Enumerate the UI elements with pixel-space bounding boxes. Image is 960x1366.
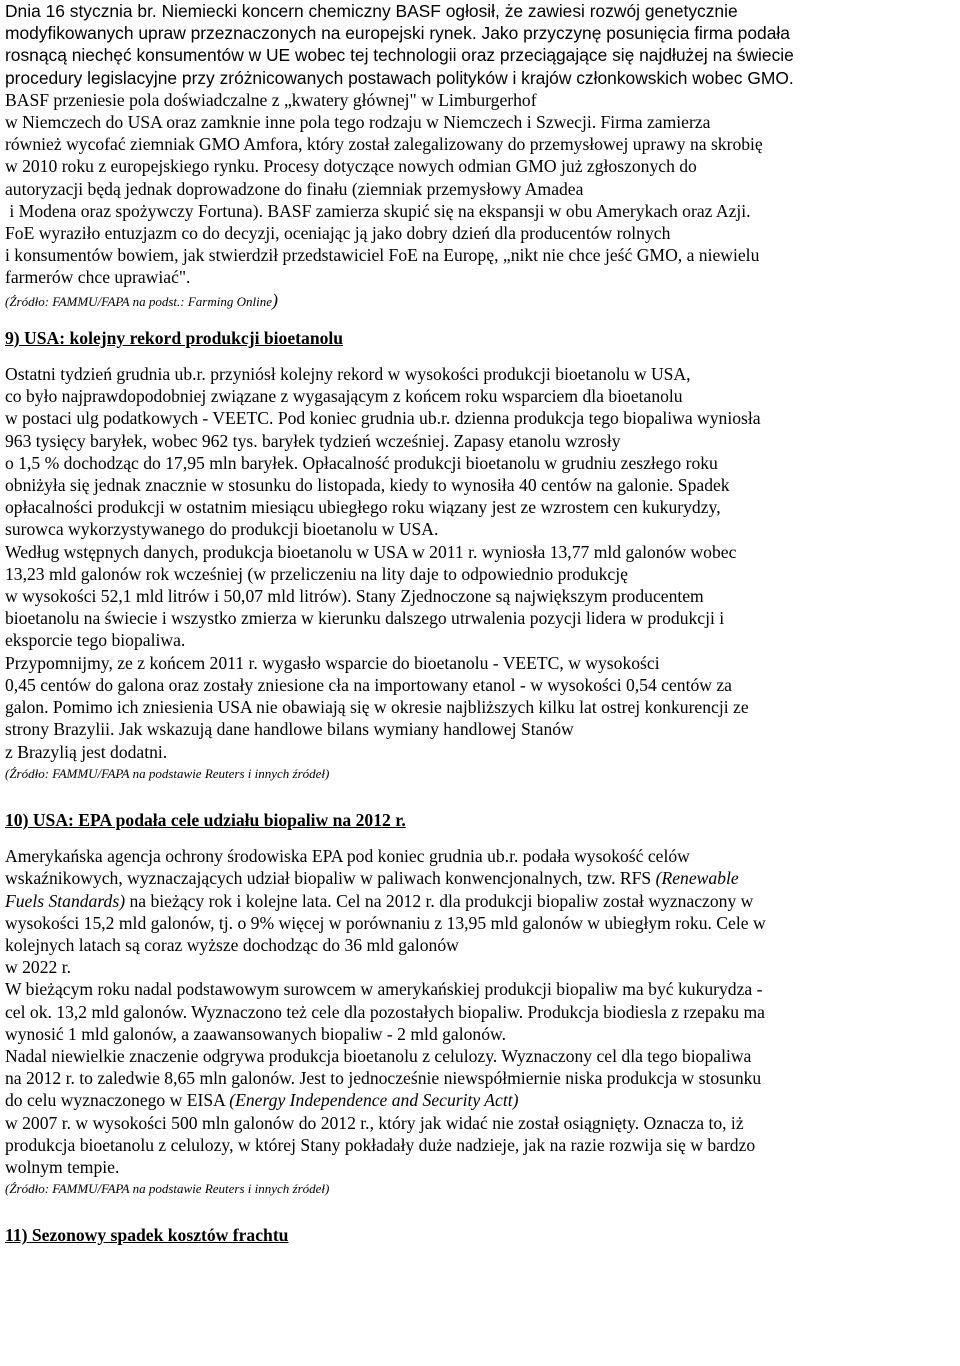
text-line <box>5 867 956 889</box>
text-line: o 1,5 % dochodząc do 17,95 mln baryłek. Opłacalność produkcji bioetanolu w grudniu zeszłego roku <box>5 452 718 473</box>
text-line: Według wstępnych danych, produkcja bioetanolu w USA w 2011 r. wyniosła 13,77 mld galonów wobec <box>5 541 737 562</box>
section-11 <box>5 1224 956 1246</box>
text-line: i Modena oraz spożywczy Fortuna). BASF zamierza skupić się na ekspansji w obu Amerykach oraz Azji. <box>5 200 751 221</box>
text-run: do celu wyznaczonego w EISA <box>5 1090 225 1111</box>
text-line: Ostatni tydzień grudnia ub.r. przyniósł kolejny rekord w wysokości produkcji bioetanolu w USA, <box>5 364 691 385</box>
text-line: w postaci ulg podatkowych - VEETC. Pod koniec grudnia ub.r. dzienna produkcja tego biopaliwa wyniosła <box>5 408 761 429</box>
text-line: surowca wykorzystywanego do produkcji bioetanolu w USA. <box>5 519 439 540</box>
text-line: rosnącą niechęć konsumentów w UE wobec tej technologii oraz przeciągające się najdłużej na świecie <box>5 45 794 66</box>
text-line: modyfikowanych upraw przeznaczonych na europejski rynek. Jako przyczynę posunięcia firma podała <box>5 23 790 44</box>
text-line: Nadal niewielkie znaczenie odgrywa produkcja bioetanolu z celulozy. Wyznaczony cel dla tego biopaliwa <box>5 1045 752 1066</box>
text-line: BASF przeniesie pola doświadczalne z „kwatery głównej" w Limburgerhof <box>5 89 537 110</box>
text-line: Przypomnijmy, ze z końcem 2011 r. wygasło wsparcie do bioetanolu - VEETC, w wysokości <box>5 652 660 673</box>
source-brace: ) <box>271 289 278 310</box>
text-line: autoryzacji będą jednak doprowadzone do finału (ziemniak przemysłowy Amadea <box>5 178 584 199</box>
text-line: wolnym tempie. <box>5 1156 120 1177</box>
italic-term: Fuels Standards) <box>5 890 126 911</box>
text-line: procedury legislacyjne przy zróżnicowanych postawach polityków i krajów członkowskich wobec GMO. <box>5 67 794 88</box>
text-line: Dnia 16 stycznia br. Niemiecki koncern chemiczny BASF ogłosił, że zawiesi rozwój genetycznie <box>5 1 738 21</box>
source-note: (Źródło: FAMMU/FAPA na podstawie Reuters i innych źródeł) <box>5 1181 330 1197</box>
text-line: opłacalności produkcji w ostatnim miesiącu ubiegłego roku wiązany jest ze wzrostem cen kukurydzy, <box>5 497 721 518</box>
text-line: FoE wyraziło entuzjazm co do decyzji, oceniając ją jako dobry dzień dla producentów rolnych <box>5 223 671 244</box>
text-line <box>5 1089 956 1111</box>
italic-term: (Energy Independence and Security Actt) <box>229 1090 519 1111</box>
section-heading: 10) USA: EPA podała cele udziału biopaliw na 2012 r. <box>5 809 406 830</box>
text-line: 13,23 mld galonów rok wcześniej (w przeliczeniu na lity daje to odpowiednio produkcję <box>5 563 628 584</box>
text-line: w 2010 roku z europejskiego rynku. Procesy dotyczące nowych odmian GMO już zgłoszonych do <box>5 156 697 177</box>
section-heading: 9) USA: kolejny rekord produkcji bioetanolu <box>5 327 344 348</box>
text-line: 963 tysięcy baryłek, wobec 962 tys. baryłek tydzień wcześniej. Zapasy etanolu wzrosły <box>5 430 621 451</box>
text-line: również wycofać ziemniak GMO Amfora, który został zalegalizowany do przemysłowej uprawy na skrobię <box>5 134 763 155</box>
source-text: (Źródło: FAMMU/FAPA na podst.: Farming Online <box>5 293 272 309</box>
text-line: w Niemczech do USA oraz zamknie inne pola tego rodzaju w Niemczech i Szwecji. Firma zamierza <box>5 112 711 133</box>
text-line: Amerykańska agencja ochrony środowiska EPA pod koniec grudnia ub.r. podała wysokość celów <box>5 846 690 867</box>
basf-article <box>5 0 956 313</box>
text-line: co było najprawdopodobniej związane z wygasającym z końcem roku wsparciem dla bioetanolu <box>5 386 683 407</box>
text-line: na 2012 r. to zaledwie 8,65 mln galonów. Jest to jednocześnie niewspółmiernie niska produkcja w stosunku <box>5 1068 762 1089</box>
section-10 <box>5 809 956 1200</box>
text-line: kolejnych latach są coraz wyższe dochodząc do 36 mld galonów <box>5 934 459 955</box>
section-9 <box>5 327 956 785</box>
text-line: wynosić 1 mld galonów, a zaawansowanych biopaliw - 2 mld galonów. <box>5 1023 506 1044</box>
source-note <box>5 289 956 313</box>
text-line: bioetanolu na świecie i wszystko zmierza w kierunku dalszego utrwalenia pozycji lidera w produkcji i <box>5 608 725 629</box>
text-line <box>5 890 956 912</box>
text-run: na bieżący rok i kolejne lata. Cel na 2012 r. dla produkcji biopaliw został wyznaczony w <box>129 890 754 911</box>
text-line: obniżyła się jednak znacznie w stosunku do listopada, kiedy to wynosiła 40 centów na galonie. Spadek <box>5 475 730 496</box>
section-heading: 11) Sezonowy spadek kosztów frachtu <box>5 1225 289 1246</box>
text-line: galon. Pomimo ich zniesienia USA nie obawiają się w okresie najbliższych kilku lat ostrej konkurencji ze <box>5 697 749 718</box>
text-run: wskaźnikowych, wyznaczających udział biopaliw w paliwach konwencjonalnych, tzw. RFS <box>5 868 652 889</box>
text-line: W bieżącym roku nadal podstawowym surowcem w amerykańskiej produkcji biopaliw ma być kukurydza - <box>5 979 763 1000</box>
text-line: farmerów chce uprawiać". <box>5 267 191 288</box>
italic-term: (Renewable <box>655 868 739 889</box>
text-line: strony Brazylii. Jak wskazują dane handlowe bilans wymiany handlowej Stanów <box>5 719 574 740</box>
text-line: produkcja bioetanolu z celulozy, w której Stany pokładały duże nadzieje, jak na razie rozwija się w bardzo <box>5 1134 756 1155</box>
text-line: eksporcie tego biopaliwa. <box>5 630 186 651</box>
source-note: (Źródło: FAMMU/FAPA na podstawie Reuters i innych źródeł) <box>5 765 330 781</box>
text-line: i konsumentów bowiem, jak stwierdził przedstawiciel FoE na Europę, „nikt nie chce jeść GMO, a niewielu <box>5 245 760 266</box>
text-line: 0,45 centów do galona oraz zostały zniesione cła na importowany etanol - w wysokości 0,54 centów za <box>5 674 732 695</box>
text-line: w 2022 r. <box>5 957 71 978</box>
text-line: wysokości 15,2 mld galonów, tj. o 9% więcej w porównaniu z 13,95 mld galonów w ubiegłym roku. Cele w <box>5 912 766 933</box>
text-line: cel ok. 13,2 mld galonów. Wyznaczono też cele dla pozostałych biopaliw. Produkcja biodiesla z rzepaku ma <box>5 1001 765 1022</box>
text-line: w wysokości 52,1 mld litrów i 50,07 mld litrów). Stany Zjednoczone są największym producentem <box>5 586 704 607</box>
text-line: z Brazylią jest dodatni. <box>5 741 168 762</box>
text-line: w 2007 r. w wysokości 500 mln galonów do 2012 r., który jak widać nie został osiągnięty. Oznacza to, iż <box>5 1112 744 1133</box>
